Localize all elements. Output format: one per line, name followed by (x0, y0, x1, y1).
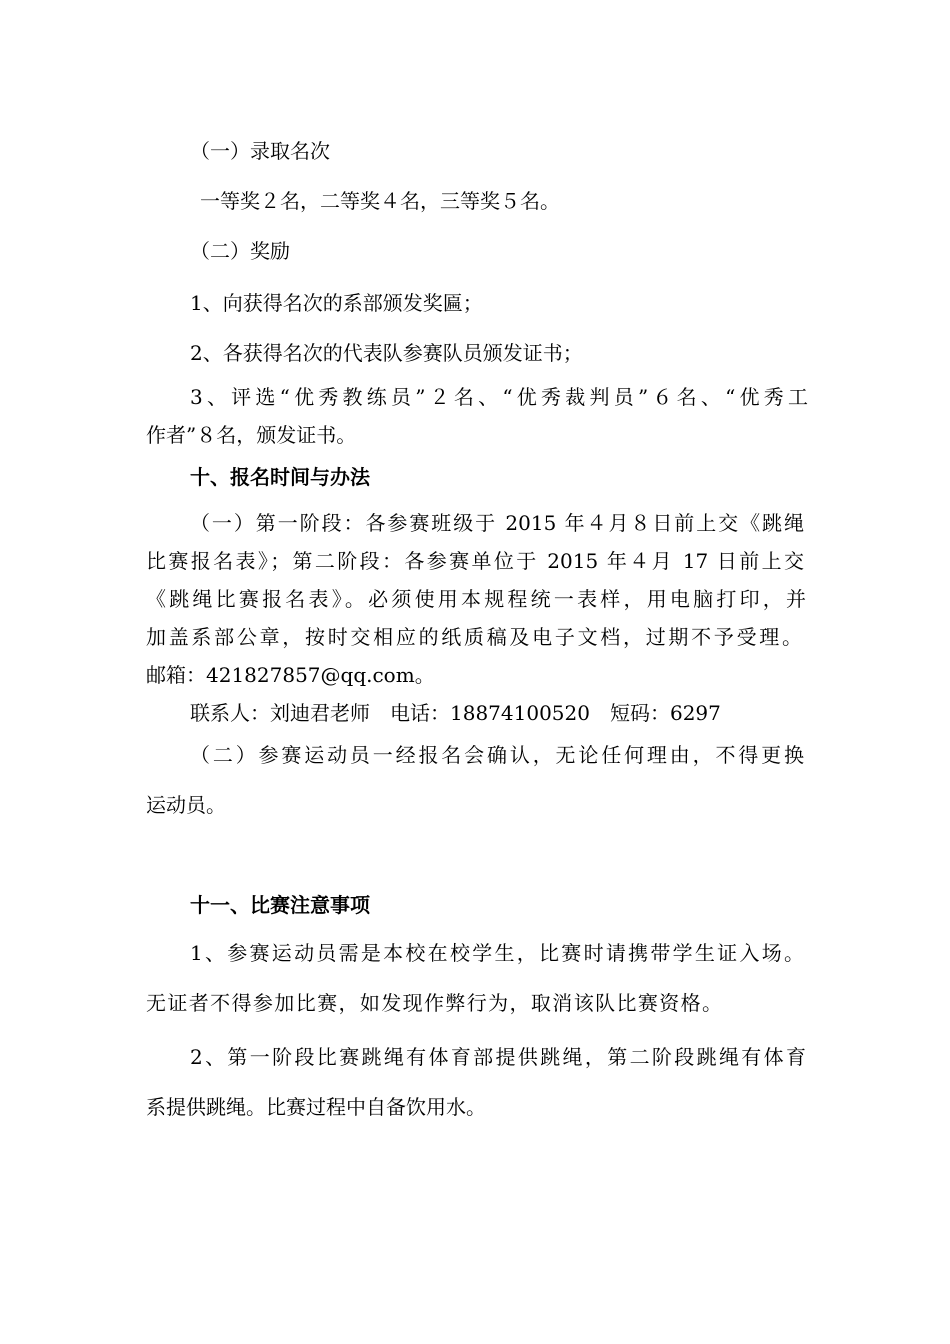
award-item-3-line-1: 3、评选“优秀教练员”２名、“优秀裁判员”６名、“优秀工 (190, 385, 808, 409)
ranking-text: 一等奖２名，二等奖４名，三等奖５名。 (200, 189, 560, 213)
notes-item-1-line-1: 1、参赛运动员需是本校在校学生，比赛时请携带学生证入场。 (190, 941, 804, 965)
notes-item-2-line-1: 2、第一阶段比赛跳绳有体育部提供跳绳，第二阶段跳绳有体育 (190, 1045, 806, 1069)
subheading-ranking: （一）录取名次 (190, 139, 330, 163)
notes-item-1-line-2: 无证者不得参加比赛，如发现作弊行为，取消该队比赛资格。 (146, 991, 722, 1015)
registration-para-1-line-1: （一）第一阶段：各参赛班级于 2015 年４月８日前上交《跳绳 (190, 511, 804, 535)
section-heading-registration: 十、报名时间与办法 (190, 465, 370, 489)
section-heading-notes: 十一、比赛注意事项 (190, 893, 370, 917)
notes-item-2-line-2: 系提供跳绳。比赛过程中自备饮用水。 (146, 1095, 486, 1119)
award-item-1: 1、向获得名次的系部颁发奖匾； (190, 291, 483, 315)
registration-contact: 联系人：刘迪君老师 电话：18874100520 短码：6297 (190, 701, 721, 725)
registration-para-1-line-2: 比赛报名表》；第二阶段：各参赛单位于 2015 年４月 17 日前上交 (146, 549, 804, 573)
award-item-3-line-2: 作者”８名，颁发证书。 (146, 423, 357, 447)
award-item-2: 2、各获得名次的代表队参赛队员颁发证书； (190, 341, 583, 365)
registration-para-1-line-4: 加盖系部公章，按时交相应的纸质稿及电子文档，过期不予受理。 (146, 625, 802, 649)
registration-para-2-line-1: （二）参赛运动员一经报名会确认，无论任何理由，不得更换 (190, 743, 804, 767)
registration-para-1-line-3: 《跳绳比赛报名表》。必须使用本规程统一表样，用电脑打印，并 (146, 587, 806, 611)
registration-para-2-line-2: 运动员。 (146, 793, 226, 817)
registration-email: 邮箱：421827857@qq.com。 (146, 663, 435, 687)
subheading-awards: （二）奖励 (190, 239, 290, 263)
